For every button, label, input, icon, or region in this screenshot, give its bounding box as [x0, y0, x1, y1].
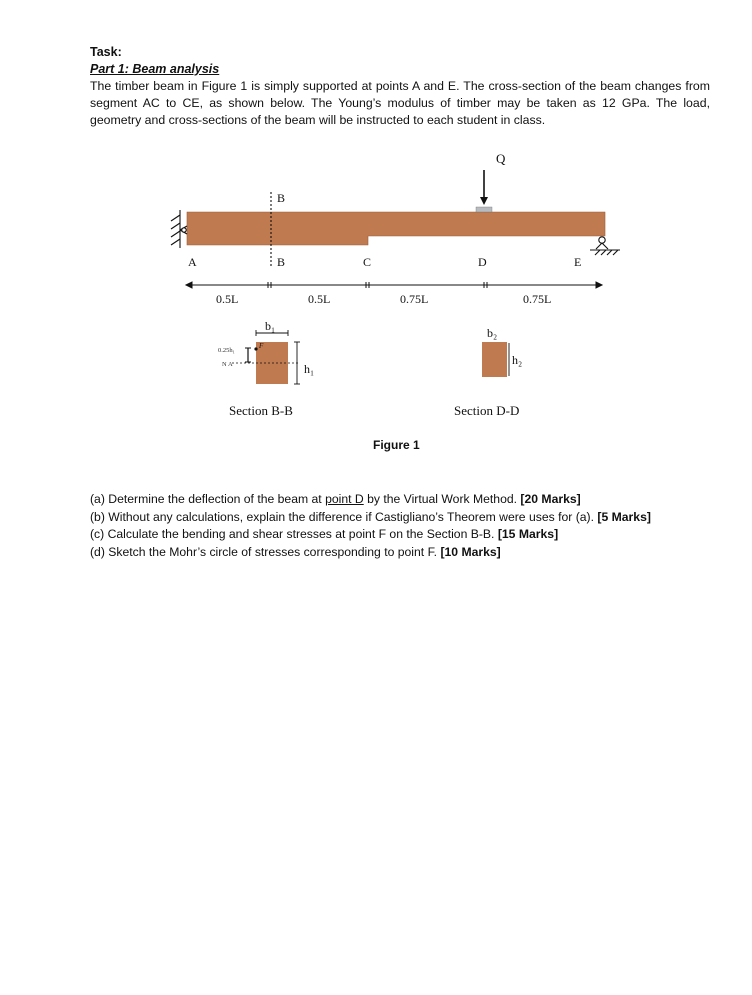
roller-support-e — [590, 237, 620, 255]
question-b: (b) Without any calculations, explain the difference if Castigliano’s Theorem were uses for (a). [5 Marks] — [90, 509, 651, 524]
intro-paragraph: The timber beam in Figure 1 is simply supported at points A and E. The cross-section of the beam changes from segment AC to CE, as shown below. The Young’s modulus of timber may be taken as 12 GPa. The load, geometry and cross-sections of the beam will be instructed to each student in class. — [90, 79, 710, 127]
load-label: Q — [496, 151, 506, 166]
load-arrow-q — [476, 170, 492, 212]
section-dd — [454, 326, 522, 418]
section-dd-h-label: h₂ — [512, 353, 523, 367]
task-label: Task: — [90, 45, 122, 59]
dimension-line — [186, 282, 602, 288]
question-d: (d) Sketch the Mohr’s circle of stresses corresponding to point F. [10 Marks] — [90, 544, 501, 559]
point-d-link: point D — [325, 492, 364, 506]
dim-label-3: 0.75L — [400, 292, 429, 306]
beam-body — [187, 212, 605, 245]
dim-label-4: 0.75L — [523, 292, 552, 306]
part-title: Part 1: Beam analysis — [90, 62, 220, 76]
marks-d: [10 Marks] — [440, 544, 501, 559]
point-d-label: D — [478, 255, 487, 269]
neutral-axis-label: N A — [222, 361, 233, 368]
figure-caption: Figure 1 — [373, 438, 420, 452]
point-b-top-label: B — [277, 191, 286, 205]
marks-c: [15 Marks] — [497, 527, 559, 541]
point-a-label: A — [188, 255, 197, 269]
section-dd-b-label: b₂ — [487, 326, 498, 340]
section-dd-label: Section D-D — [454, 403, 520, 418]
point-f-label: F — [259, 342, 264, 350]
question-a: (a) Determine the deflection of the beam at point D by the Virtual Work Method. [20 Marks] — [90, 492, 581, 506]
marks-b: [5 Marks] — [597, 509, 651, 524]
section-bb-h-label: h₁ — [304, 362, 315, 376]
beam-diagram — [160, 148, 620, 438]
point-e-label: E — [574, 255, 582, 269]
section-bb-label: Section B-B — [229, 403, 293, 418]
section-bb-offset-label: 0.25h₁ — [218, 347, 235, 354]
section-bb-b-label: b₁ — [265, 319, 276, 333]
marks-a: [20 Marks] — [520, 492, 581, 506]
dim-label-2: 0.5L — [308, 292, 331, 306]
question-list — [90, 491, 720, 561]
point-b-label: B — [277, 255, 286, 269]
section-bb — [218, 319, 314, 418]
dim-label-1: 0.5L — [216, 292, 239, 306]
question-c: (c) Calculate the bending and shear stresses at point F on the Section B-B. [15 Marks] — [90, 527, 559, 541]
section-dd-shape — [482, 342, 507, 377]
document-body — [90, 44, 710, 129]
point-f-marker — [254, 347, 257, 350]
pin-support-a — [171, 210, 187, 248]
point-c-label: C — [363, 255, 372, 269]
beam-figure — [160, 148, 620, 438]
